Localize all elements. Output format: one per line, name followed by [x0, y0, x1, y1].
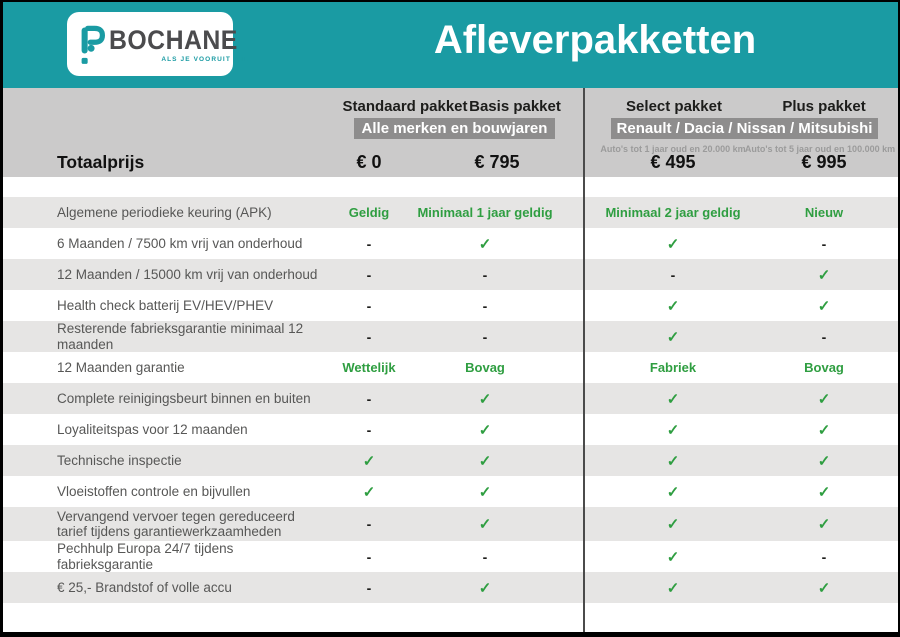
- cell-select: ✓: [666, 548, 680, 566]
- cell-plus: ✓: [817, 483, 831, 501]
- table-header: [3, 88, 898, 177]
- price-standaard: € 0: [356, 152, 382, 172]
- cell-standaard: ✓: [362, 483, 376, 501]
- table-row: [3, 383, 898, 414]
- cell-select: ✓: [666, 390, 680, 408]
- row-label: Vloeistoffen controle en bijvullen: [57, 483, 251, 499]
- table-row: [3, 321, 898, 352]
- table-row: [3, 507, 898, 541]
- brands-badge-right: Renault / Dacia / Nissan / Mitsubishi: [611, 118, 878, 139]
- column-header-plus: Plus pakket: [782, 98, 866, 115]
- row-label: Algemene periodieke keuring (APK): [57, 204, 272, 220]
- cell-basis: Bovag: [465, 360, 505, 375]
- row-label: 12 Maanden / 15000 km vrij van onderhoud: [57, 266, 318, 282]
- cell-basis: -: [482, 328, 488, 345]
- cell-basis: ✓: [478, 579, 492, 597]
- cell-basis: ✓: [478, 452, 492, 470]
- cell-plus: Nieuw: [804, 205, 844, 220]
- cell-select: Minimaal 2 jaar geldig: [605, 205, 741, 220]
- cell-standaard: -: [366, 328, 372, 345]
- table-row: [3, 414, 898, 445]
- column-header-basis: Basis pakket: [469, 98, 561, 115]
- price-plus: € 995: [801, 152, 847, 172]
- table-row: [3, 572, 898, 603]
- row-label: Complete reinigingsbeurt binnen en buiten: [57, 390, 311, 406]
- row-label: Technische inspectie: [57, 452, 182, 468]
- logo-wordmark: BOCHANE: [109, 24, 238, 55]
- cell-plus: -: [821, 328, 827, 345]
- row-label: Health check batterij EV/HEV/PHEV: [57, 297, 274, 313]
- row-label: 6 Maanden / 7500 km vrij van onderhoud: [57, 235, 303, 251]
- totals-label: Totaalprijs: [57, 152, 145, 172]
- cell-select: ✓: [666, 452, 680, 470]
- cell-standaard: -: [366, 548, 372, 565]
- logo-text-group: [109, 26, 249, 63]
- cell-select: ✓: [666, 483, 680, 501]
- cell-standaard: -: [366, 297, 372, 314]
- cell-standaard: -: [366, 516, 372, 532]
- cell-basis: -: [482, 548, 488, 565]
- cell-basis: ✓: [478, 235, 492, 253]
- row-label: Pechhulp Europa 24/7 tijdens fabrieksgarantie: [57, 541, 234, 572]
- cell-basis: Minimaal 1 jaar geldig: [417, 205, 553, 220]
- page-title: Afleverpakketten: [433, 18, 757, 62]
- cell-standaard: ✓: [362, 452, 376, 470]
- cell-standaard: -: [366, 390, 372, 407]
- column-header-standaard: Standaard pakket: [342, 98, 468, 115]
- row-label: Loyaliteitspas voor 12 maanden: [57, 421, 248, 437]
- header-body-gap: [3, 177, 898, 197]
- table-row: [3, 228, 898, 259]
- cell-basis: ✓: [478, 421, 492, 439]
- table-row: [3, 541, 898, 572]
- cell-select: ✓: [666, 421, 680, 439]
- cell-plus: Bovag: [804, 360, 844, 375]
- cell-select: ✓: [666, 235, 680, 253]
- cell-standaard: -: [366, 421, 372, 438]
- cell-plus: ✓: [817, 297, 831, 315]
- cell-basis: ✓: [478, 390, 492, 408]
- cell-standaard: Geldig: [348, 205, 390, 220]
- section-divider-line: [583, 88, 585, 632]
- cell-plus: ✓: [817, 452, 831, 470]
- cell-plus: ✓: [817, 266, 831, 284]
- cell-basis: ✓: [478, 483, 492, 501]
- bottom-spacer: [3, 603, 898, 632]
- cell-basis: ✓: [478, 516, 492, 533]
- price-select: € 495: [650, 152, 696, 172]
- cell-plus: -: [821, 235, 827, 252]
- cell-plus: ✓: [817, 390, 831, 408]
- cell-standaard: -: [366, 579, 372, 596]
- header-bar: [3, 2, 898, 88]
- brands-badge-left: Alle merken en bouwjaren: [354, 118, 555, 139]
- cell-plus: -: [821, 548, 827, 565]
- row-label: 12 Maanden garantie: [57, 359, 185, 375]
- cell-basis: -: [482, 266, 488, 283]
- table-row: [3, 445, 898, 476]
- row-label: Resterende fabrieksgarantie minimaal 12 maanden: [57, 321, 304, 352]
- table-row: [3, 197, 898, 228]
- cell-select: -: [670, 266, 676, 283]
- bochane-logo-icon: [79, 20, 105, 68]
- table-row: [3, 352, 898, 383]
- row-label: Vervangend vervoer tegen gereduceerd tarief tijdens garantiewerkzaamheden: [57, 508, 295, 539]
- cell-select: ✓: [666, 516, 680, 533]
- row-label: € 25,- Brandstof of volle accu: [57, 579, 232, 595]
- plus-condition-note: Auto's tot 5 jaar oud en 100.000 km: [744, 144, 896, 154]
- cell-select: ✓: [666, 328, 680, 346]
- cell-select: Fabriek: [649, 360, 697, 375]
- comparison-table: [3, 88, 898, 632]
- cell-plus: ✓: [817, 516, 831, 533]
- table-row: [3, 476, 898, 507]
- table-row: [3, 259, 898, 290]
- cell-basis: -: [482, 297, 488, 314]
- cell-plus: ✓: [817, 579, 831, 597]
- cell-select: ✓: [666, 297, 680, 315]
- price-basis: € 795: [474, 152, 520, 172]
- table-row: [3, 290, 898, 321]
- logo-tagline: ALS JE VOORUIT WIL: [161, 55, 250, 63]
- cell-plus: ✓: [817, 421, 831, 439]
- cell-standaard: -: [366, 266, 372, 283]
- cell-standaard: -: [366, 235, 372, 252]
- bochane-logo: [67, 12, 250, 76]
- select-condition-note: Auto's tot 1 jaar oud en 20.000 km: [600, 144, 746, 154]
- cell-standaard: Wettelijk: [342, 360, 396, 375]
- column-header-select: Select pakket: [626, 98, 722, 115]
- cell-select: ✓: [666, 579, 680, 597]
